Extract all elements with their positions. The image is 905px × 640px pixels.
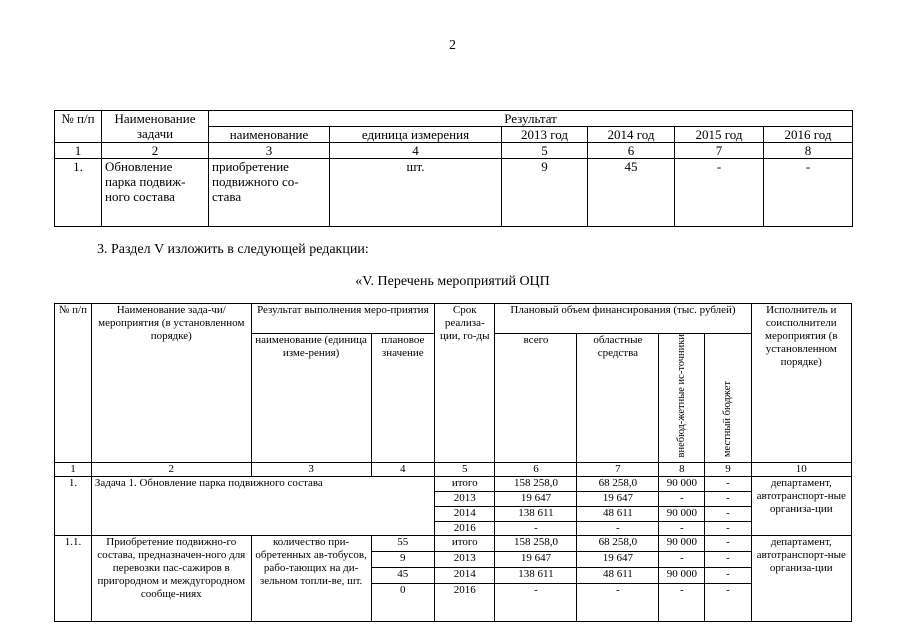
period-cell: 2013 — [435, 551, 495, 567]
header-name: наименование — [209, 127, 330, 143]
total-cell: 19 647 — [495, 491, 577, 506]
total-cell: - — [495, 521, 577, 535]
header-executor: Исполнитель и соисполнители мероприятия (в установленном порядке) — [751, 304, 851, 463]
header-num: № п/п — [55, 304, 92, 463]
local-cell: - — [705, 521, 751, 535]
row-2014: 45 — [588, 159, 675, 227]
local-cell: - — [705, 491, 751, 506]
regional-cell: - — [577, 521, 659, 535]
table-row — [55, 535, 852, 551]
col-number: 5 — [435, 462, 495, 476]
header-2015: 2015 год — [675, 127, 764, 143]
row-2015: - — [675, 159, 764, 227]
col-number: 1 — [55, 143, 102, 159]
task11-name: Приобретение подвижно-го состава, предназначен-ного для перевозки пас-сажиров в пригородном и междугородном сообще-ниях — [91, 535, 251, 621]
col-number: 3 — [251, 462, 371, 476]
local-cell: - — [705, 476, 751, 491]
task11-result-name: количество при-обретенных ав-тобусов, рабо-тающих на ди-зельном топли-ве, шт. — [251, 535, 371, 621]
local-cell: - — [705, 583, 751, 621]
value-cell: 0 — [371, 583, 435, 621]
header-total: всего — [495, 334, 577, 463]
period-cell: итого — [435, 535, 495, 551]
header-period: Срок реализа-ции, го-ды — [435, 304, 495, 463]
period-cell: итого — [435, 476, 495, 491]
section-title: «V. Перечень мероприятий ОЦП — [355, 274, 550, 289]
col-number: 6 — [588, 143, 675, 159]
local-cell: - — [705, 551, 751, 567]
col-number: 3 — [209, 143, 330, 159]
period-cell: 2016 — [435, 521, 495, 535]
header-result: Результат выполнения меро-приятия — [251, 304, 434, 334]
col-number: 4 — [330, 143, 502, 159]
row-unit: шт. — [330, 159, 502, 227]
row-2016: - — [764, 159, 853, 227]
task1-name: Задача 1. Обновление парка подвижного состава — [91, 476, 434, 535]
row-task: Обновление парка подвиж-ного состава — [102, 159, 209, 227]
table-row — [55, 476, 852, 491]
regional-cell: 19 647 — [577, 491, 659, 506]
col-number: 7 — [675, 143, 764, 159]
results-table — [54, 110, 853, 227]
extrabudget-cell: - — [659, 583, 705, 621]
extrabudget-cell: 90 000 — [659, 567, 705, 583]
row-2013: 9 — [502, 159, 588, 227]
task11-num: 1.1. — [55, 535, 92, 621]
total-cell: - — [495, 583, 577, 621]
page-number: 2 — [449, 38, 456, 53]
col-number: 10 — [751, 462, 851, 476]
col-number: 7 — [577, 462, 659, 476]
col-number: 1 — [55, 462, 92, 476]
extrabudget-cell: - — [659, 491, 705, 506]
header-result-name: наименование (единица изме-рения) — [251, 334, 371, 463]
period-cell: 2013 — [435, 491, 495, 506]
regional-cell: 68 258,0 — [577, 535, 659, 551]
regional-cell: 68 258,0 — [577, 476, 659, 491]
value-cell: 9 — [371, 551, 435, 567]
instruction-text: 3. Раздел V изложить в следующей редакции: — [97, 242, 369, 257]
header-unit: единица измерения — [330, 127, 502, 143]
header-task: Наименование задачи — [102, 111, 209, 143]
total-cell: 138 611 — [495, 567, 577, 583]
row-num: 1. — [55, 159, 102, 227]
local-cell: - — [705, 535, 751, 551]
total-cell: 138 611 — [495, 506, 577, 521]
value-cell: 45 — [371, 567, 435, 583]
task11-executor: департамент, автотранспорт-ные организа-ции — [751, 535, 851, 621]
extrabudget-cell: - — [659, 521, 705, 535]
total-cell: 158 258,0 — [495, 535, 577, 551]
value-cell: 55 — [371, 535, 435, 551]
local-cell: - — [705, 567, 751, 583]
period-cell: 2014 — [435, 567, 495, 583]
period-cell: 2014 — [435, 506, 495, 521]
col-number: 8 — [764, 143, 853, 159]
extrabudget-cell: - — [659, 551, 705, 567]
header-2016: 2016 год — [764, 127, 853, 143]
local-cell: - — [705, 506, 751, 521]
header-2013: 2013 год — [502, 127, 588, 143]
col-number: 6 — [495, 462, 577, 476]
task1-num: 1. — [55, 476, 92, 535]
row-name: приобретение подвижного со-става — [209, 159, 330, 227]
col-number: 9 — [705, 462, 751, 476]
total-cell: 19 647 — [495, 551, 577, 567]
header-local: местный бюджет — [705, 334, 751, 463]
task1-executor: департамент, автотранспорт-ные организа-ции — [751, 476, 851, 535]
extrabudget-cell: 90 000 — [659, 535, 705, 551]
regional-cell: 48 611 — [577, 506, 659, 521]
col-number: 2 — [91, 462, 251, 476]
period-cell: 2016 — [435, 583, 495, 621]
regional-cell: 48 611 — [577, 567, 659, 583]
header-result: Результат — [209, 111, 853, 127]
regional-cell: 19 647 — [577, 551, 659, 567]
col-number: 5 — [502, 143, 588, 159]
header-num: № п/п — [55, 111, 102, 143]
regional-cell: - — [577, 583, 659, 621]
table-row — [55, 159, 853, 227]
extrabudget-cell: 90 000 — [659, 476, 705, 491]
header-result-value: плановое значение — [371, 334, 435, 463]
total-cell: 158 258,0 — [495, 476, 577, 491]
header-financing: Плановый объем финансирования (тыс. рублей) — [495, 304, 751, 334]
col-number: 2 — [102, 143, 209, 159]
header-regional: областные средства — [577, 334, 659, 463]
header-2014: 2014 год — [588, 127, 675, 143]
extrabudget-cell: 90 000 — [659, 506, 705, 521]
col-number: 8 — [659, 462, 705, 476]
activities-table — [54, 303, 852, 622]
header-extrabudget: внебюд-жетные ис-точники — [659, 334, 705, 463]
col-number: 4 — [371, 462, 435, 476]
header-task: Наименование зада-чи/мероприятия (в установленном порядке) — [91, 304, 251, 463]
